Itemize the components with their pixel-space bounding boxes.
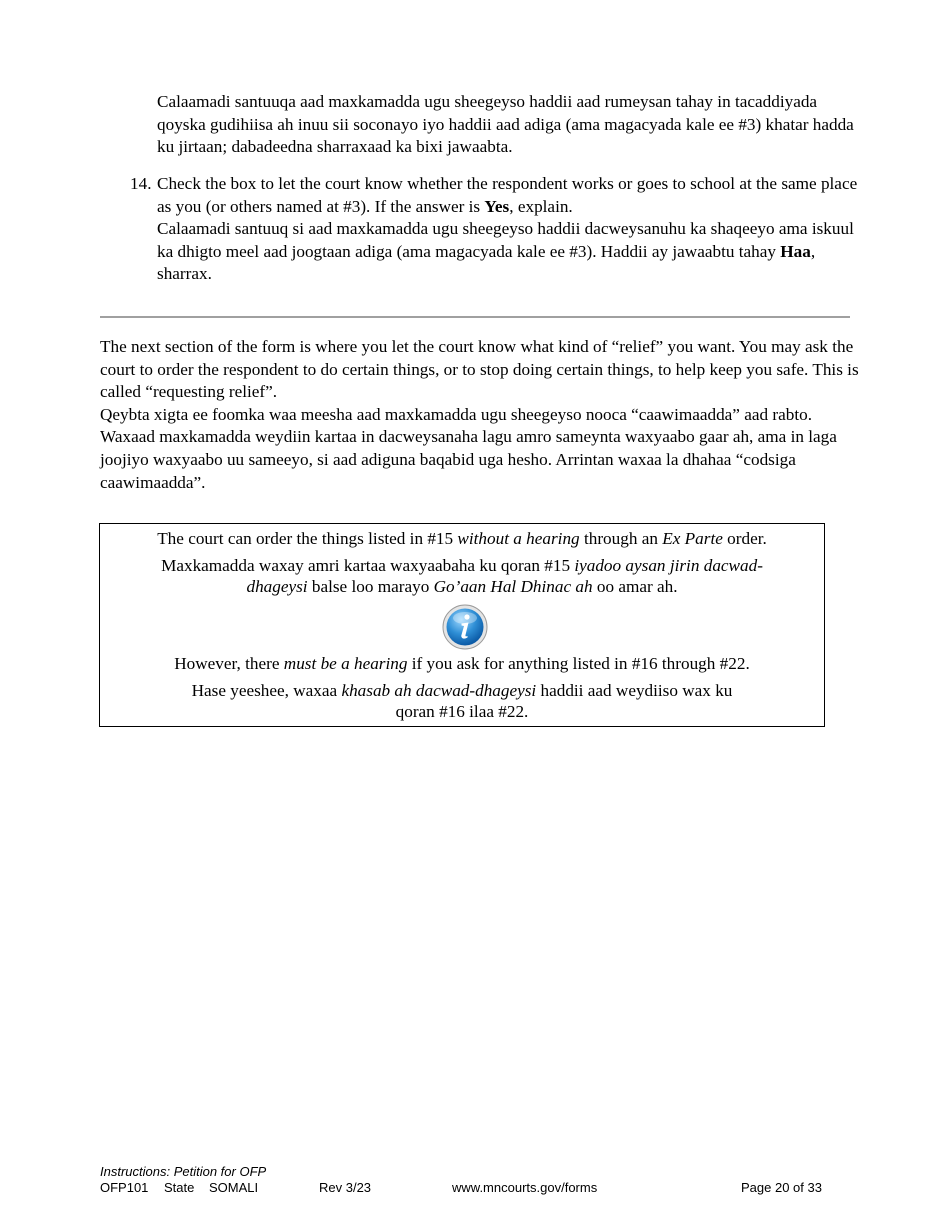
info-line-1-a: The court can order the things listed in #15 (157, 529, 458, 548)
info-line-3-a: However, there (174, 654, 284, 673)
item-14-english-part1: Check the box to let the court know whether the respondent works or goes to school at the same place as you (or others named at #3). If the answer is (157, 174, 858, 216)
item-14-english-part2: , explain. (509, 196, 573, 216)
hearing-info-box (99, 523, 825, 727)
relief-intro (100, 336, 860, 494)
footer-form-code: OFP101 (100, 1180, 149, 1195)
info-line-3-c: if you ask for anything listed in #16 through #22. (407, 654, 750, 673)
footer-page-number: Page 20 of 33 (741, 1180, 822, 1195)
info-line-2-e: oo amar ah. (592, 576, 678, 596)
item-13-somali-text: Calaamadi santuuqa aad maxkamadda ugu sheegeyso haddii aad rumeysan tahay in tacaddiyada qoyska gudihiisa ah inuu sii soconayo iyo haddii aad adiga (ama magacyada kale ee #3) khatar hadda ku jirtaan; dabadeedna sharraxaad ka bixi jawaabta. (157, 92, 854, 157)
relief-intro-somali: Qeybta xigta ee foomka waa meesha aad maxkamadda ugu sheegeyso nooca “caawimaadda” aad rabto. Waxaad maxkamadda weydiin kartaa in dacweysanaha lagu amro sameynta waxyaabo gaar ah, ama in laga joojiyo waxyaabo uu sameeyo, si aad adiguna baqabid uga hesho. Arrintan waxaa la dhahaa “codsiga caawimaadda”. (100, 404, 837, 492)
info-icon (442, 604, 488, 650)
item-14-english (157, 173, 860, 218)
item-14-somali-part2: , sharrax. (157, 241, 816, 284)
footer-doc-title: Instructions: Petition for OFP (100, 1164, 267, 1179)
info-line-2-c: balse loo marayo (307, 576, 434, 596)
info-line-3 (100, 654, 824, 675)
item-14-somali-bold: Haa (780, 241, 811, 261)
relief-intro-english: The next section of the form is where you let the court know what kind of “relief” you want. You may ask the court to order the respondent to do certain things, or to stop doing certain things, to help keep you safe. This is called “requesting relief”. (100, 337, 859, 402)
item-14-somali-part1: Calaamadi santuuq si aad maxkamadda ugu sheegeyso haddii dacweysanuhu ka shaqeeyo ama iskuul ka dhigto meel aad joogtaan adiga (ama magacyada kale ee #3). Haddii ay jawaabtu tahay (157, 219, 854, 261)
info-line-3-b: must be a hearing (283, 654, 408, 673)
info-line-4 (100, 681, 824, 722)
info-line-4-a: Hase yeeshee, waxaa (191, 681, 342, 700)
item-14-number: 14. (130, 174, 152, 193)
section-divider (100, 316, 850, 318)
info-line-1-c: through an (579, 529, 663, 548)
item-14-somali (157, 218, 860, 286)
footer-revision: Rev 3/23 (319, 1180, 372, 1195)
info-line-2-a: Maxkamadda waxay amri kartaa waxyaabaha ku qoran #15 (161, 556, 575, 575)
info-line-1-e: order. (722, 529, 767, 548)
info-line-2-d: Go’aan Hal Dhinac ah (433, 576, 593, 596)
info-line-4-c: haddii aad weydiiso wax ku qoran #16 ilaa #22. (395, 681, 733, 721)
info-line-2 (100, 556, 824, 597)
footer-url: www.mncourts.gov/forms (452, 1180, 598, 1195)
footer-language: SOMALI (209, 1180, 259, 1195)
info-line-1 (100, 529, 824, 550)
item-14-english-bold: Yes (484, 196, 510, 216)
info-line-1-d: Ex Parte (662, 529, 723, 548)
footer-state: State (164, 1180, 195, 1195)
item-14 (130, 173, 860, 286)
info-line-4-b: khasab ah dacwad-dhageysi (341, 681, 537, 700)
info-line-2-b: iyadoo aysan jirin dacwad-dhageysi (246, 556, 763, 596)
info-line-1-b: without a hearing (457, 529, 580, 548)
